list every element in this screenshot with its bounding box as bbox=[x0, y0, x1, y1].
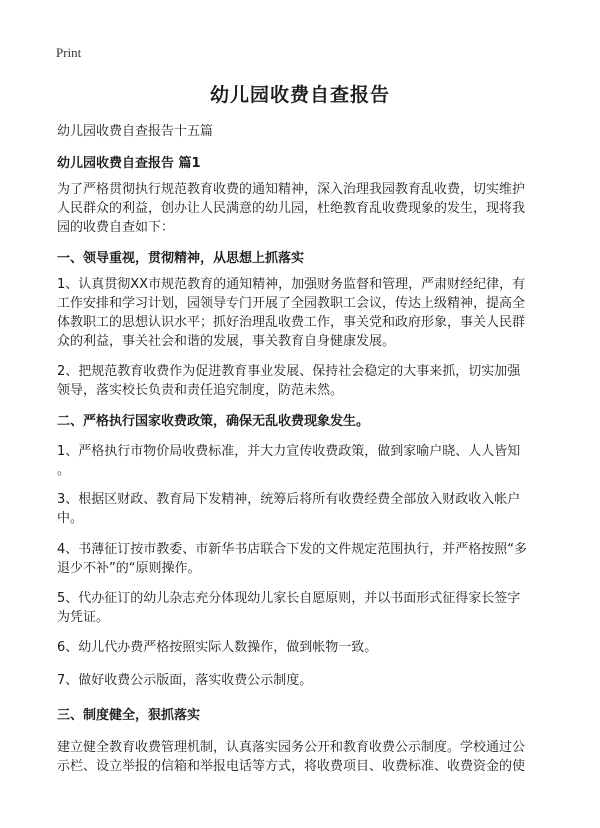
intro-paragraph bbox=[57, 180, 547, 237]
text-line: 体教职工的思想认识水平；抓好治理乱收费工作，事关党和政府形象，事关人民群 bbox=[57, 315, 526, 330]
text-line: 6、幼儿代办费严格按照实际人数操作，做到帐物一致。 bbox=[57, 640, 378, 655]
document-title: 幼儿园收费自查报告 bbox=[209, 84, 390, 106]
paragraph-2-3 bbox=[57, 490, 547, 528]
text-line: 。 bbox=[57, 463, 71, 478]
section-heading-1: 一、领导重视，贯彻精神，从思想上抓落实 bbox=[57, 251, 305, 266]
text-line: 领导，落实校长负责和责任追究制度，防范未然。 bbox=[57, 383, 344, 398]
text-line: 2、把规范教育收费作为促进教育事业发展、保持社会稳定的大事来抓，切实加强 bbox=[57, 364, 521, 379]
text-line: 为凭证。 bbox=[57, 610, 110, 625]
text-line: 退少不补”的“原则操作。 bbox=[57, 561, 201, 576]
paragraph-2-5 bbox=[57, 589, 547, 627]
text-line: 建立健全教育收费管理机制，认真落实园务公开和教育收费公示制度。学校通过公 bbox=[57, 740, 526, 755]
text-line: 5、代办征订的幼儿杂志充分体现幼儿家长自愿原则，并以书面形式征得家长签字 bbox=[57, 591, 521, 606]
text-line: 园的收费自查如下： bbox=[57, 220, 175, 235]
text-line: 人民群众的利益，创办让人民满意的幼儿园，杜绝教育乱收费现象的发生，现将我 bbox=[57, 201, 526, 216]
paragraph-3-1 bbox=[57, 738, 547, 776]
text-line: 4、书薄征订按市教委、市新华书店联合下发的文件规定范围执行，并严格按照“多 bbox=[57, 542, 528, 557]
text-line: 为了严格贯彻执行规范教育收费的通知精神，深入治理我园教育乱收费，切实维护 bbox=[57, 182, 526, 197]
text-line: 1、认真贯彻XX市规范教育的通知精神，加强财务监督和管理，严肃财经纪律，有 bbox=[57, 277, 526, 292]
paragraph-1-1 bbox=[57, 275, 547, 351]
document-subtitle: 幼儿园收费自查报告十五篇 bbox=[57, 124, 214, 139]
section-heading-2: 二、严格执行国家收费政策，确保无乱收费现象发生。 bbox=[57, 414, 370, 429]
text-line: 中。 bbox=[57, 511, 84, 526]
text-line: 3、根据区财政、教育局下发精神，统筹后将所有收费经费全部放入财政收入帐户 bbox=[57, 492, 521, 507]
paragraph-2-6 bbox=[57, 638, 547, 657]
text-line: 1、严格执行市物价局收费标准，并大力宣传收费政策，做到家喻户晓、人人皆知 bbox=[57, 444, 521, 459]
text-line: 工作安排和学习计划，园领导专门开展了全园教职工会议，传达上级精神，提高全 bbox=[57, 296, 526, 311]
paragraph-2-1 bbox=[57, 442, 547, 480]
print-label[interactable]: Print bbox=[56, 45, 82, 60]
text-line: 7、做好收费公示版面，落实收费公示制度。 bbox=[57, 673, 313, 688]
text-line: 众的利益，事关社会和谐的发展，事关教育自身健康发展。 bbox=[57, 334, 396, 349]
piece-title: 幼儿园收费自查报告 篇1 bbox=[57, 156, 201, 171]
paragraph-1-2 bbox=[57, 362, 547, 400]
paragraph-2-7 bbox=[57, 671, 547, 690]
section-heading-3: 三、制度健全，狠抓落实 bbox=[57, 708, 201, 723]
paragraph-2-4 bbox=[57, 540, 547, 578]
text-line: 示栏、设立举报的信箱和举报电话等方式，将收费项目、收费标准、收费资金的使 bbox=[57, 759, 526, 774]
